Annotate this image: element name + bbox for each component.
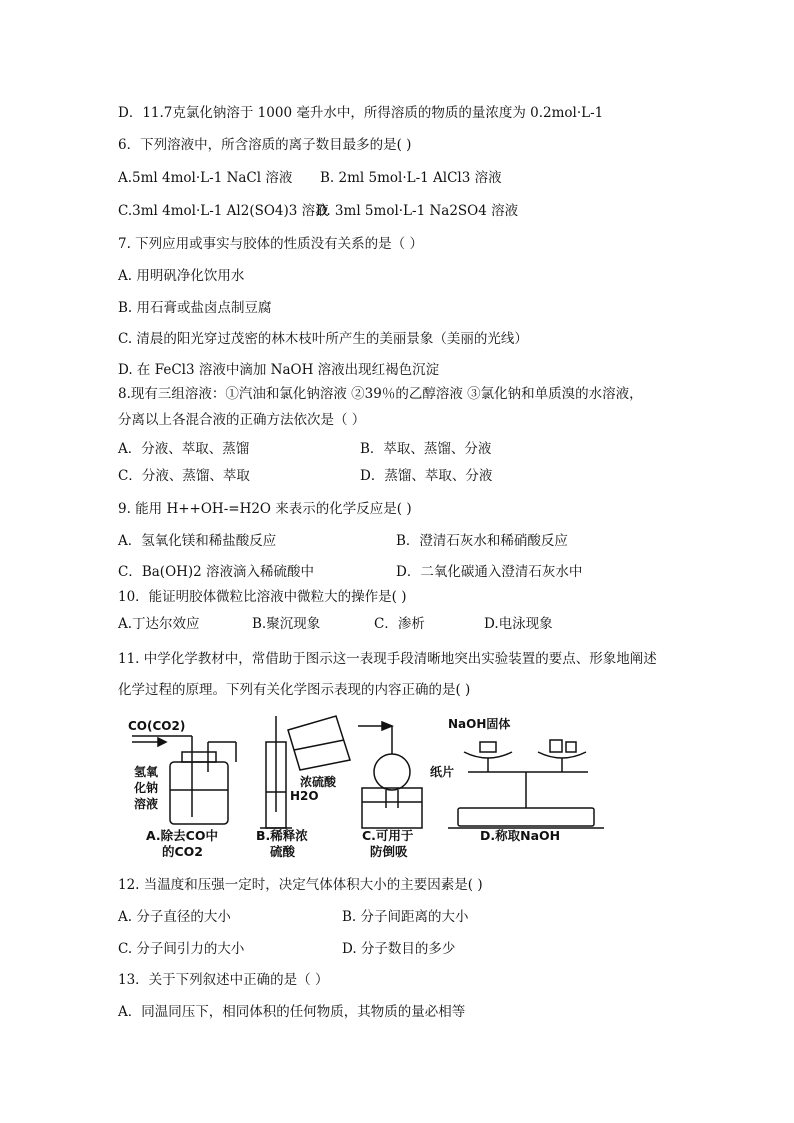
q12-option-b: B. 分子间距离的大小	[342, 909, 469, 925]
q8-option-b: B．萃取、蒸馏、分液	[360, 441, 492, 457]
figure-d-solid-label: NaOH固体	[448, 717, 511, 731]
q8-stem-line2: 分离以上各混合液的正确方法依次是（ ）	[118, 412, 366, 428]
q9-option-c: C．Ba(OH)2 溶液滴入稀硫酸中	[118, 564, 315, 580]
q7-option-b: B. 用石膏或盐卤点制豆腐	[118, 300, 272, 316]
q7-option-c: C. 清晨的阳光穿过茂密的林木枝叶所产生的美丽景象（美丽的光线）	[118, 331, 528, 347]
figure-b-caption-2: 硫酸	[270, 844, 296, 859]
q10-option-a: A.丁达尔效应	[118, 616, 200, 632]
q13-option-a: A．同温同压下，相同体积的任何物质，其物质的量必相等	[118, 1004, 466, 1020]
q6-option-b: B. 2ml 5mol·L-1 AlCl3 溶液	[320, 170, 502, 186]
q9-option-d: D．二氧化碳通入澄清石灰水中	[396, 564, 583, 580]
q8-option-d: D．蒸馏、萃取、分液	[360, 468, 493, 484]
q9-stem: 9. 能用 H++OH-=H2O 来表示的化学反应是( )	[118, 501, 412, 517]
q13-stem: 13．关于下列叙述中正确的是（ ）	[118, 972, 329, 988]
figure-c-caption-2: 防倒吸	[370, 844, 408, 859]
figure-a-liquid-3: 化	[134, 781, 147, 795]
q11-stem-line1: 11. 中学化学教材中，常借助于图示这一表现手段清晰地突出实验装置的要点、形象地阐述	[118, 651, 657, 667]
q6-option-a: A.5ml 4mol·L-1 NaCl 溶液	[118, 170, 293, 186]
q12-stem: 12. 当温度和压强一定时，决定气体体积大小的主要因素是( )	[118, 877, 483, 893]
q10-option-d: D.电泳现象	[484, 616, 553, 632]
figure-b-caption-1: B.稀释浓	[256, 828, 308, 843]
figure-a-liquid-4: 钠	[146, 781, 159, 795]
q11-stem-line2: 化学过程的原理。下列有关化学图示表现的内容正确的是( )	[118, 682, 471, 698]
q9-option-a: A．氢氧化镁和稀盐酸反应	[118, 533, 277, 549]
graduated-cylinder	[260, 716, 350, 828]
figure-b-acid-label: 浓硫酸	[300, 775, 337, 789]
q12-option-c: C. 分子间引力的大小	[118, 941, 245, 957]
figure-a-caption-1: A.除去CO中	[146, 828, 218, 843]
q7-stem: 7. 下列应用或事实与胶体的性质没有关系的是（ ）	[118, 236, 423, 252]
q8-option-c: C．分液、蒸馏、萃取	[118, 468, 250, 484]
q12-option-d: D. 分子数目的多少	[342, 941, 456, 957]
q6-option-c: C.3ml 4mol·L-1 Al2(SO4)3 溶液	[118, 203, 329, 219]
q8-stem-line1: 8.现有三组溶液：①汽油和氯化钠溶液 ②39％的乙醇溶液 ③氯化钠和单质溴的水溶液，	[118, 386, 643, 402]
figure-d-paper-label: 纸片	[430, 765, 455, 779]
q6-option-d: D. 3ml 5mol·L-1 Na2SO4 溶液	[316, 203, 519, 219]
q12-option-a: A. 分子直径的大小	[118, 909, 231, 925]
q10-option-c: C．渗析	[374, 616, 425, 632]
q10-option-b: B.聚沉现象	[252, 616, 321, 632]
figure-d-caption: D.称取NaOH	[480, 828, 561, 843]
figure-a-liquid-2: 氧	[146, 765, 159, 779]
figure-c-caption-1: C.可用于	[362, 828, 414, 843]
figure-a-gas-label: CO(CO2)	[128, 719, 186, 733]
q8-option-a: A．分液、萃取、蒸馏	[118, 441, 250, 457]
figure-a-liquid-1: 氢	[134, 765, 147, 779]
q10-stem: 10．能证明胶体微粒比溶液中微粒大的操作是( )	[118, 589, 407, 605]
anti-suckback-funnel	[358, 722, 422, 828]
figure-b-water-label: H2O	[290, 789, 319, 803]
q7-option-d: D. 在 FeCl3 溶液中滴加 NaOH 溶液出现红褐色沉淀	[118, 362, 440, 378]
q5-option-d: D．11.7克氯化钠溶于 1000 毫升水中，所得溶质的物质的量浓度为 0.2mol·L-1	[118, 105, 604, 121]
lab-apparatus-figure	[118, 712, 618, 862]
q7-option-a: A. 用明矾净化饮用水	[118, 268, 245, 284]
figure-a-liquid-5: 溶液	[134, 797, 159, 811]
q9-option-b: B．澄清石灰水和稀硝酸反应	[396, 533, 568, 549]
q6-stem: 6．下列溶液中，所含溶质的离子数目最多的是( )	[118, 137, 412, 153]
weighing-balance	[448, 740, 604, 828]
figure-a-caption-2: 的CO2	[162, 844, 203, 859]
